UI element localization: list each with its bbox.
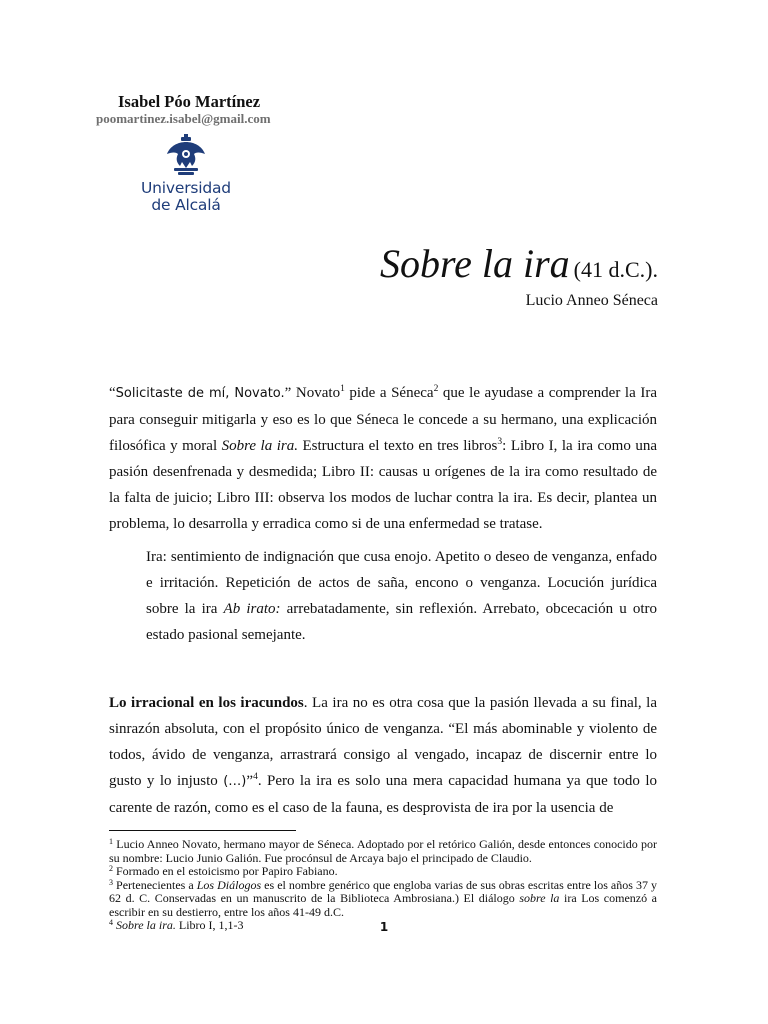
footnote-1 [109,838,657,865]
text-segment: : Libro I, la ira como una pasión desenfrenada y desmedida; Libro II: causas u orígenes de la ira como resultado de la falta de juicio; Libro III: observa los modos de luchar contra la ira. Es decir, plantea un problema, lo desarrolla y erradica como si de una enfermedad se tratase. [109,438,657,532]
footnote-number: 2 [109,864,113,873]
footnote-number: 3 [109,877,113,887]
footnote-italic: sobre la [519,891,560,905]
footnote-text: ira Los comenzó a escribir en su destierro, entre los años 41-49 d.C. [109,891,658,919]
footnote-ref-3[interactable]: 3 [497,437,503,447]
footnote-text: Lucio Anneo Novato, hermano mayor de Séneca. Adoptado por el retórico Galión, desde entonces conocido por su nombre: Lucio Junio Galión. Fue procónsul de Arcaya bajo el principado de Claudio. [109,837,657,865]
crest-icon [164,134,208,178]
text-segment: pide a Séneca [344,385,434,401]
text-segment: . Pero la ira es solo una mera capacidad humana ya que todo lo carente de razón, como es el caso de la fauna, es desprovista de ira por la usencia de [109,773,657,816]
text-segment: arrebatadamente, sin reflexión. Arrebato, obcecación u otro estado pasional semejante. [146,601,657,643]
footnote-separator [109,830,296,831]
footnotes [109,838,657,933]
footnote-3 [109,879,657,920]
footnote-text: Formado en el estoicismo por Papiro Fabiano. [113,864,338,878]
text-segment: Estructura el texto en tres libros [297,438,498,454]
footnote-number: 4 [109,918,113,927]
title-date [574,257,658,282]
logo-line-1: Universidad [141,179,231,197]
page-number: 1 [379,920,389,934]
text-segment: Ira: sentimiento de indignación que cusa enojo. Apetito o deseo de venganza, enfado e irritación. Repetición de actos de saña, encono o venganza. Locución jurídica sobre la ira [146,549,657,617]
university-logo [138,134,234,218]
author-name: Isabel Póo Martínez [118,92,261,111]
author-email: poomartinez.isabel@gmail.com [96,111,271,126]
document-title [380,240,658,287]
footnote-ref-2[interactable]: 2 [433,384,439,394]
definition-block [146,544,657,648]
footnote-italic: Sobre la ira. [116,918,176,932]
paragraph-intro [109,380,657,537]
footnote-text: Pertenecientes a [113,877,197,892]
ellipsis: (…) [223,774,247,789]
open-quote: “ [109,385,116,401]
university-logo-text [138,180,234,214]
document-subtitle: Lucio Anneo Séneca [525,292,658,309]
logo-line-2: de Alcalá [151,196,221,214]
work-title-ref: Sobre la ira. [221,438,298,454]
title-main: Sobre la ira [380,241,570,286]
footnote-text: Libro I, 1,1-3 [175,918,244,932]
section-heading: Lo irracional en los iracundos [109,695,304,711]
paragraph-irrational [109,690,657,821]
text-segment: . La ira no es otra cosa que la pasión llevada a su final, la sinrazón absoluta, con el propósito único de venganza. “El más abominable y violento de todos, ávido de venganza, arrastrará consigo al vengado, incapaz de discernir entre lo gusto y lo injusto [109,695,657,789]
footnote-italic: Los Diálogos [196,877,262,892]
title-date-text: (41 d.C.). [573,257,658,282]
footnote-text: es el nombre genérico que engloba varias de sus obras escritas entre los años 37 y 62 d. C. Conservadas en un manuscrito de la Biblioteca Ambrosiana.) El diálogo [109,877,657,905]
footnote-number: 1 [109,837,113,846]
handwritten-quote: Solicitaste de mí, Novato. [115,386,285,401]
text-segment: que le ayudase a comprender la Ira para conseguir mitigarla y eso es lo que Séneca le concede a su hermano, una explicación filosófica y moral [109,385,657,454]
close-quote: ” [284,385,292,401]
latin-term: Ab irato: [223,601,281,617]
footnote-ref-4[interactable]: 4 [253,772,258,782]
text-segment: Novato [291,385,341,401]
footnote-2 [109,865,657,879]
footnote-ref-1[interactable]: 1 [340,384,345,394]
close-quote: ” [246,773,254,789]
